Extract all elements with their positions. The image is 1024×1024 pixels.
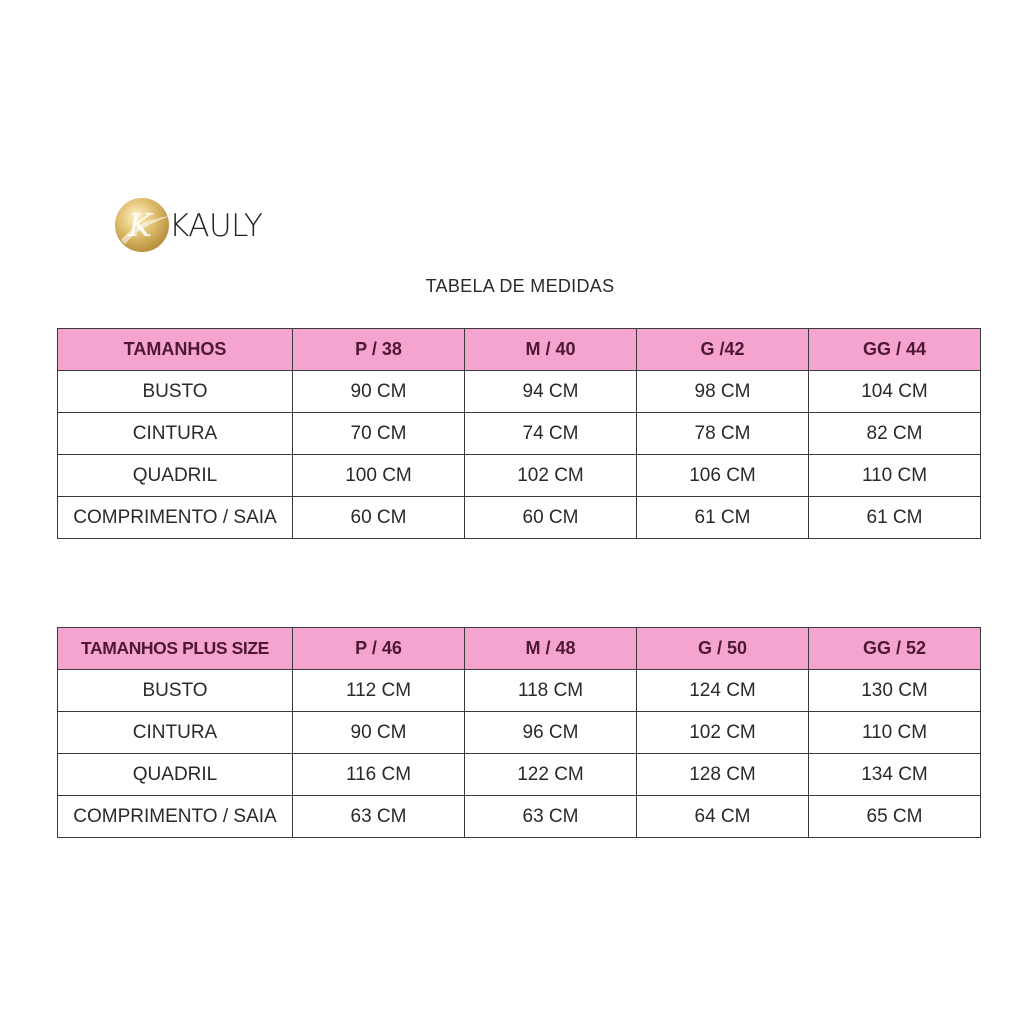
measure-cell: 60 CM bbox=[465, 497, 637, 539]
table-header-row bbox=[58, 329, 981, 371]
header-cell-size: M / 48 bbox=[465, 628, 637, 670]
measure-cell: 60 CM bbox=[293, 497, 465, 539]
measure-cell: 110 CM bbox=[809, 712, 981, 754]
measure-cell: 106 CM bbox=[637, 455, 809, 497]
measure-cell: 104 CM bbox=[809, 371, 981, 413]
row-label: CINTURA bbox=[58, 413, 293, 455]
measure-cell: 112 CM bbox=[293, 670, 465, 712]
table-header-row bbox=[58, 628, 981, 670]
table-row bbox=[58, 796, 981, 838]
brand-logo bbox=[113, 196, 262, 254]
measure-cell: 61 CM bbox=[809, 497, 981, 539]
row-label: QUADRIL bbox=[58, 455, 293, 497]
row-label: CINTURA bbox=[58, 712, 293, 754]
row-label: BUSTO bbox=[58, 670, 293, 712]
size-table-plus bbox=[57, 627, 981, 838]
logo-mark-letter: K bbox=[128, 206, 152, 244]
measure-cell: 100 CM bbox=[293, 455, 465, 497]
measure-cell: 124 CM bbox=[637, 670, 809, 712]
table-row bbox=[58, 455, 981, 497]
header-cell-size: M / 40 bbox=[465, 329, 637, 371]
measure-cell: 96 CM bbox=[465, 712, 637, 754]
table-row bbox=[58, 371, 981, 413]
row-label: COMPRIMENTO / SAIA bbox=[58, 796, 293, 838]
measure-cell: 65 CM bbox=[809, 796, 981, 838]
page-title: TABELA DE MEDIDAS bbox=[425, 276, 615, 296]
header-cell-label: TAMANHOS PLUS SIZE bbox=[58, 628, 293, 670]
measure-cell: 82 CM bbox=[809, 413, 981, 455]
header-cell-label: TAMANHOS bbox=[58, 329, 293, 371]
measure-cell: 110 CM bbox=[809, 455, 981, 497]
measure-cell: 78 CM bbox=[637, 413, 809, 455]
row-label: QUADRIL bbox=[58, 754, 293, 796]
measure-cell: 98 CM bbox=[637, 371, 809, 413]
brand-name: KAULY bbox=[169, 208, 263, 244]
measure-cell: 128 CM bbox=[637, 754, 809, 796]
measure-cell: 74 CM bbox=[465, 413, 637, 455]
row-label: BUSTO bbox=[58, 371, 293, 413]
header-cell-size: G /42 bbox=[637, 329, 809, 371]
measure-cell: 90 CM bbox=[293, 371, 465, 413]
measure-cell: 63 CM bbox=[465, 796, 637, 838]
header-cell-size: GG / 44 bbox=[809, 329, 981, 371]
measure-cell: 70 CM bbox=[293, 413, 465, 455]
table-row bbox=[58, 413, 981, 455]
measure-cell: 134 CM bbox=[809, 754, 981, 796]
measure-cell: 102 CM bbox=[637, 712, 809, 754]
header-cell-size: GG / 52 bbox=[809, 628, 981, 670]
measure-cell: 94 CM bbox=[465, 371, 637, 413]
header-cell-size: P / 46 bbox=[293, 628, 465, 670]
kauly-logo-icon bbox=[113, 196, 175, 254]
measure-cell: 118 CM bbox=[465, 670, 637, 712]
measure-cell: 116 CM bbox=[293, 754, 465, 796]
measure-cell: 130 CM bbox=[809, 670, 981, 712]
measure-cell: 61 CM bbox=[637, 497, 809, 539]
measure-cell: 90 CM bbox=[293, 712, 465, 754]
header-cell-size: G / 50 bbox=[637, 628, 809, 670]
measure-cell: 64 CM bbox=[637, 796, 809, 838]
table-row bbox=[58, 754, 981, 796]
table-row bbox=[58, 712, 981, 754]
header-cell-size: P / 38 bbox=[293, 329, 465, 371]
table-row bbox=[58, 670, 981, 712]
row-label: COMPRIMENTO / SAIA bbox=[58, 497, 293, 539]
measure-cell: 63 CM bbox=[293, 796, 465, 838]
measure-cell: 122 CM bbox=[465, 754, 637, 796]
table-row bbox=[58, 497, 981, 539]
measure-cell: 102 CM bbox=[465, 455, 637, 497]
size-table-standard bbox=[57, 328, 981, 539]
